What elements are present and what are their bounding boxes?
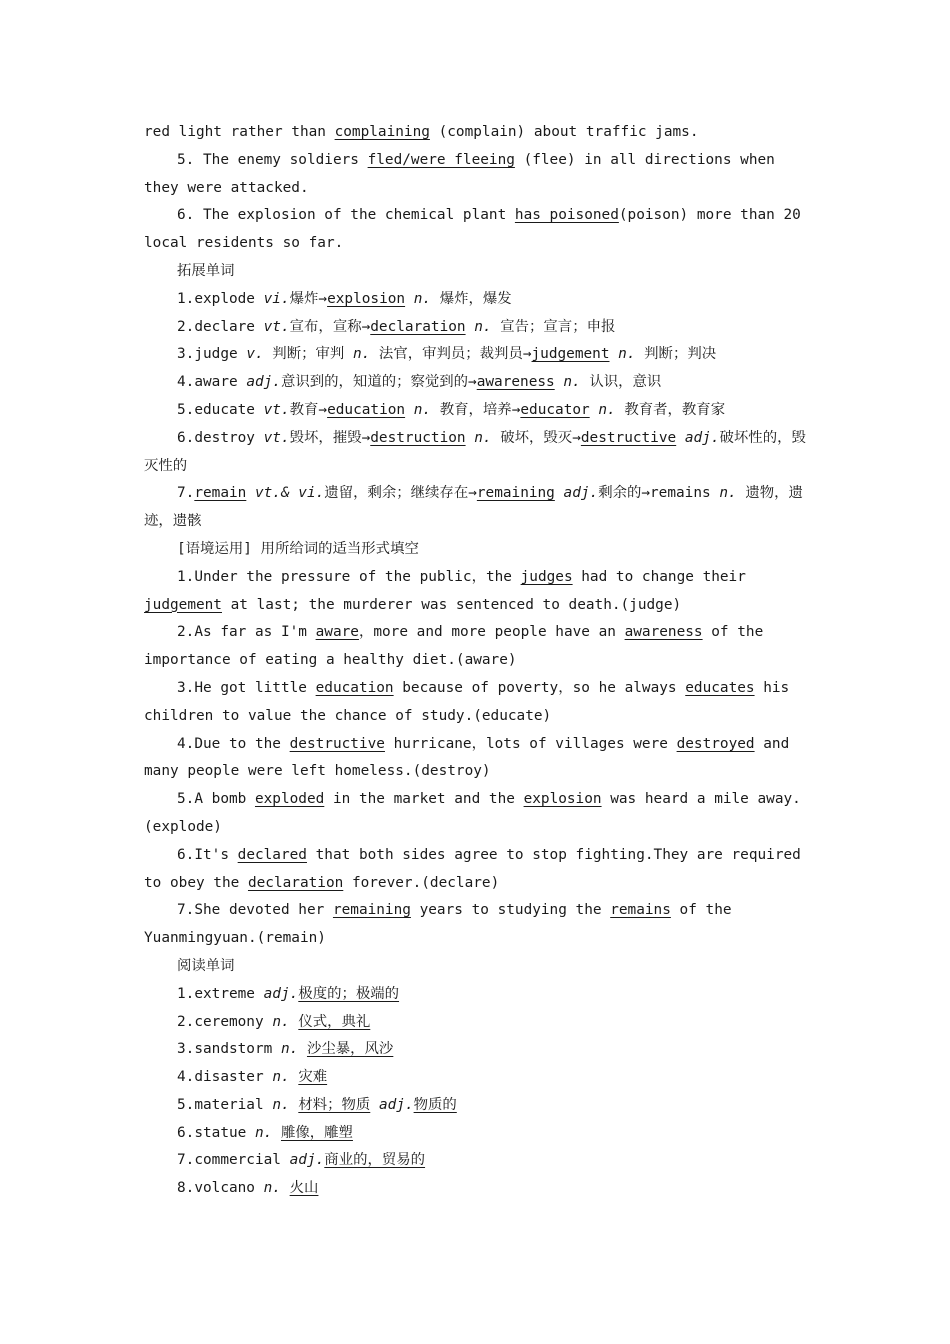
meaning: 判断；审判 bbox=[263, 346, 353, 363]
expand-item-5 bbox=[144, 397, 810, 425]
pos: n. bbox=[272, 1013, 290, 1030]
meaning: 教育者，教育家 bbox=[615, 401, 726, 418]
reading-item-5 bbox=[144, 1092, 810, 1120]
text: (complain) about traffic jams. bbox=[429, 124, 699, 140]
answer: destruction bbox=[370, 429, 466, 446]
answer: destructive bbox=[580, 429, 677, 446]
pos: adj. bbox=[246, 374, 281, 391]
pos: n. bbox=[563, 374, 581, 391]
word: 5.educate bbox=[177, 401, 264, 418]
answer: 商业的，贸易的 bbox=[324, 1152, 426, 1169]
context-item-5: 5.A bomb exploded in the market and the explosion was heard a mile away.(explode) bbox=[144, 791, 801, 835]
pos: adj. bbox=[289, 1152, 325, 1169]
answer: awareness bbox=[624, 624, 703, 641]
answer: declared bbox=[237, 846, 307, 863]
meaning: 破坏性的，毁灭性的 bbox=[144, 429, 806, 474]
answer: 雕像，雕塑 bbox=[280, 1124, 353, 1141]
answer: judges bbox=[520, 568, 573, 585]
word: 1.extreme bbox=[177, 985, 264, 1002]
expand-item-4 bbox=[144, 369, 810, 397]
answer: judgement bbox=[531, 346, 610, 363]
pos: n. bbox=[598, 401, 616, 418]
answer: declaration bbox=[370, 318, 466, 335]
word: 7.commercial bbox=[177, 1152, 290, 1169]
context-item-1: 1.Under the pressure of the public，the judges had to change their judgement at last; the murderer was sentenced to death.(judge) bbox=[144, 568, 746, 613]
reading-item-3 bbox=[144, 1036, 810, 1064]
meaning: 爆炸，爆发 bbox=[431, 290, 512, 307]
answer: education bbox=[327, 401, 406, 418]
answer: aware bbox=[315, 624, 359, 641]
answer: 物质的 bbox=[413, 1096, 457, 1113]
answer: 仪式，典礼 bbox=[298, 1013, 371, 1030]
meaning: 教育→ bbox=[289, 401, 328, 418]
meaning: 破坏，毁灭→ bbox=[491, 429, 581, 446]
expand-item-2 bbox=[144, 314, 810, 342]
context-item-6: 6.It's declared that both sides agree to stop fighting.They are required to obey the declaration forever.(declare) bbox=[144, 846, 801, 891]
section-title-reading: 阅读单词 bbox=[177, 957, 235, 974]
word: 2.declare bbox=[177, 318, 264, 335]
text: red light rather than bbox=[144, 124, 335, 140]
pos: vt. bbox=[263, 401, 290, 418]
practice-item-4-cont bbox=[144, 119, 810, 147]
answer: destructive bbox=[289, 735, 385, 752]
word: 4.aware bbox=[177, 374, 247, 391]
meaning: 宣告；宣言；申报 bbox=[491, 318, 616, 335]
answer: explosion bbox=[327, 290, 406, 307]
meaning: 剩余的→remains bbox=[598, 485, 720, 502]
expand-item-7 bbox=[144, 480, 810, 536]
answer: exploded bbox=[254, 791, 325, 808]
pos: n. bbox=[280, 1041, 299, 1058]
answer: remain bbox=[194, 485, 247, 502]
word: 5.material bbox=[177, 1096, 273, 1113]
meaning: 爆炸→ bbox=[289, 290, 328, 307]
answer: declaration bbox=[247, 874, 344, 891]
text: (poison) more than 20 local residents so far. bbox=[144, 207, 801, 252]
reading-item-4 bbox=[144, 1064, 810, 1092]
answer: remaining bbox=[476, 485, 555, 502]
answer: educator bbox=[520, 401, 590, 418]
answer: remaining bbox=[332, 902, 411, 919]
pos: vt. bbox=[263, 318, 290, 335]
reading-item-2 bbox=[144, 1009, 810, 1037]
word: 6.statue bbox=[177, 1124, 255, 1141]
word: 6.destroy bbox=[177, 429, 264, 446]
word: 1.explode bbox=[177, 290, 264, 307]
pos: v. bbox=[246, 346, 264, 363]
pos: adj. bbox=[263, 985, 299, 1002]
answer: education bbox=[315, 679, 394, 696]
pos: adj. bbox=[684, 429, 720, 446]
pos: n. bbox=[254, 1124, 273, 1141]
pos: n. bbox=[618, 346, 636, 363]
answer: destroyed bbox=[676, 735, 755, 752]
pos: n. bbox=[413, 401, 432, 418]
section-title-expand: 拓展单词 bbox=[177, 262, 235, 279]
section-title-context: [语境运用] 用所给词的适当形式填空 bbox=[177, 540, 419, 557]
word: 8.volcano bbox=[177, 1180, 264, 1197]
meaning: 宣布，宣称→ bbox=[289, 318, 371, 335]
answer: complaining bbox=[334, 124, 430, 140]
meaning: 遗物，遗迹，遗骸 bbox=[144, 485, 803, 530]
word: 3.sandstorm bbox=[177, 1041, 281, 1058]
pos: vt. bbox=[263, 429, 290, 446]
answer: 火山 bbox=[289, 1180, 319, 1197]
answer: remains bbox=[610, 902, 671, 919]
pos: n. bbox=[474, 318, 492, 335]
pos: vt.& vi. bbox=[254, 485, 325, 502]
answer: 材料；物质 bbox=[298, 1096, 371, 1113]
expand-item-1 bbox=[144, 286, 810, 314]
practice-item-6 bbox=[144, 202, 810, 258]
meaning: 意识到的，知道的；察觉到的→ bbox=[280, 374, 477, 391]
pos: vi. bbox=[263, 290, 290, 307]
meaning: 教育，培养→ bbox=[431, 401, 521, 418]
word: 3.judge bbox=[177, 346, 247, 363]
word: 2.ceremony bbox=[177, 1013, 273, 1030]
reading-item-8 bbox=[144, 1175, 810, 1203]
expand-item-6 bbox=[144, 425, 810, 481]
answer: fled/were fleeing bbox=[367, 151, 515, 168]
answer: 沙尘暴，风沙 bbox=[306, 1041, 394, 1058]
text: 5. The enemy soldiers bbox=[177, 151, 368, 168]
pos: n. bbox=[272, 1096, 290, 1113]
answer: 极度的；极端的 bbox=[298, 985, 400, 1002]
context-item-4: 4.Due to the destructive hurricane，lots of villages were destroyed and many people were left homeless.(destroy) bbox=[144, 735, 790, 780]
meaning: 遗留，剩余；继续存在→ bbox=[324, 485, 477, 502]
pos: n. bbox=[272, 1069, 290, 1086]
word: 4.disaster bbox=[177, 1069, 273, 1086]
answer: awareness bbox=[476, 374, 555, 391]
pos: n. bbox=[474, 429, 492, 446]
answer: explosion bbox=[523, 791, 602, 808]
answer: educates bbox=[685, 679, 755, 696]
meaning: 判断；判决 bbox=[635, 346, 717, 363]
document-page bbox=[144, 119, 810, 1203]
practice-item-5 bbox=[144, 147, 810, 203]
pos: n. bbox=[719, 485, 737, 502]
pos: n. bbox=[352, 346, 371, 363]
meaning: 认识，意识 bbox=[580, 374, 662, 391]
answer: has poisoned bbox=[514, 207, 619, 224]
pos: n. bbox=[413, 290, 432, 307]
text: 6. The explosion of the chemical plant bbox=[177, 207, 515, 224]
expand-item-3 bbox=[144, 341, 810, 369]
reading-item-7 bbox=[144, 1147, 810, 1175]
reading-item-1 bbox=[144, 981, 810, 1009]
answer: judgement bbox=[144, 596, 222, 613]
pos: adj. bbox=[563, 485, 599, 502]
context-item-2: 2.As far as I'm aware，more and more people have an awareness of the importance of eating a healthy diet.(aware) bbox=[144, 624, 764, 669]
context-item-7: 7.She devoted her remaining years to studying the remains of the Yuanmingyuan.(remain) bbox=[144, 902, 732, 947]
text: (flee) in all directions when they were attacked. bbox=[144, 151, 775, 196]
meaning: 毁坏，摧毁→ bbox=[289, 429, 371, 446]
meaning: 法官，审判员；裁判员→ bbox=[370, 346, 532, 363]
word: 7. bbox=[177, 485, 195, 502]
pos: n. bbox=[263, 1180, 281, 1197]
context-item-3: 3.He got little education because of poverty，so he always educates his children to value the chance of study.(educate) bbox=[144, 679, 790, 724]
pos: adj. bbox=[378, 1096, 414, 1113]
reading-item-6 bbox=[144, 1120, 810, 1148]
answer: 灾难 bbox=[298, 1069, 328, 1086]
